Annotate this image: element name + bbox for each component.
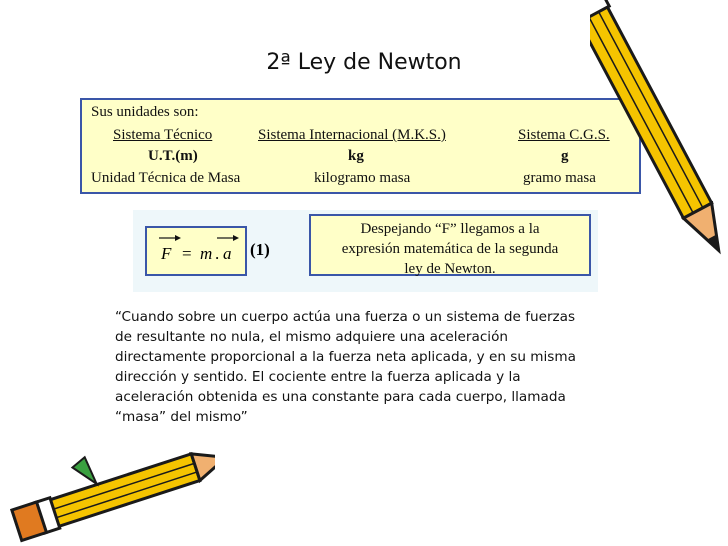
system-mks-name: Sistema Internacional (M.K.S.) (258, 127, 446, 143)
units-box (80, 98, 641, 194)
system-tecnico-description: Unidad Técnica de Masa (91, 170, 241, 186)
system-mks-unit: kg (348, 148, 364, 164)
formula-equals: = (182, 244, 192, 263)
system-tecnico-unit: U.T.(m) (148, 148, 198, 164)
newton-quote: “Cuando sobre un cuerpo actúa una fuerza o un sistema de fuerzas de resultante no nula, el mismo adquiere una aceleración directamente proporcional a la fuerza neta aplicada, y en su misma dirección y sentido. El cociente entre la fuerza aplicada y la aceleración obtenida es una constante para cada cuerpo, llamada “masa” del mismo” (115, 309, 576, 425)
note-line: ley de Newton. (404, 261, 496, 277)
formula-m: m (200, 244, 213, 263)
formula-number: (1) (250, 240, 270, 259)
note-line: Despejando “F” llegamos a la (360, 221, 540, 237)
note-box (309, 214, 591, 276)
system-mks-description: kilogramo masa (314, 170, 411, 186)
system-cgs-unit: g (561, 148, 569, 164)
formula-F: F (161, 244, 172, 263)
pencil-icon (590, 0, 728, 290)
system-tecnico-name: Sistema Técnico (113, 127, 213, 143)
units-heading: Sus unidades son: (91, 104, 199, 120)
formula-a: a (223, 244, 232, 263)
note-line: expresión matemática de la segunda (341, 241, 559, 257)
formula-box (145, 226, 247, 276)
system-cgs-name: Sistema C.G.S. (518, 127, 610, 143)
pencil-icon (0, 440, 215, 546)
formula-dot: . (215, 244, 220, 263)
slide-title: 2ª Ley de Newton (266, 50, 462, 75)
system-cgs-description: gramo masa (523, 170, 596, 186)
